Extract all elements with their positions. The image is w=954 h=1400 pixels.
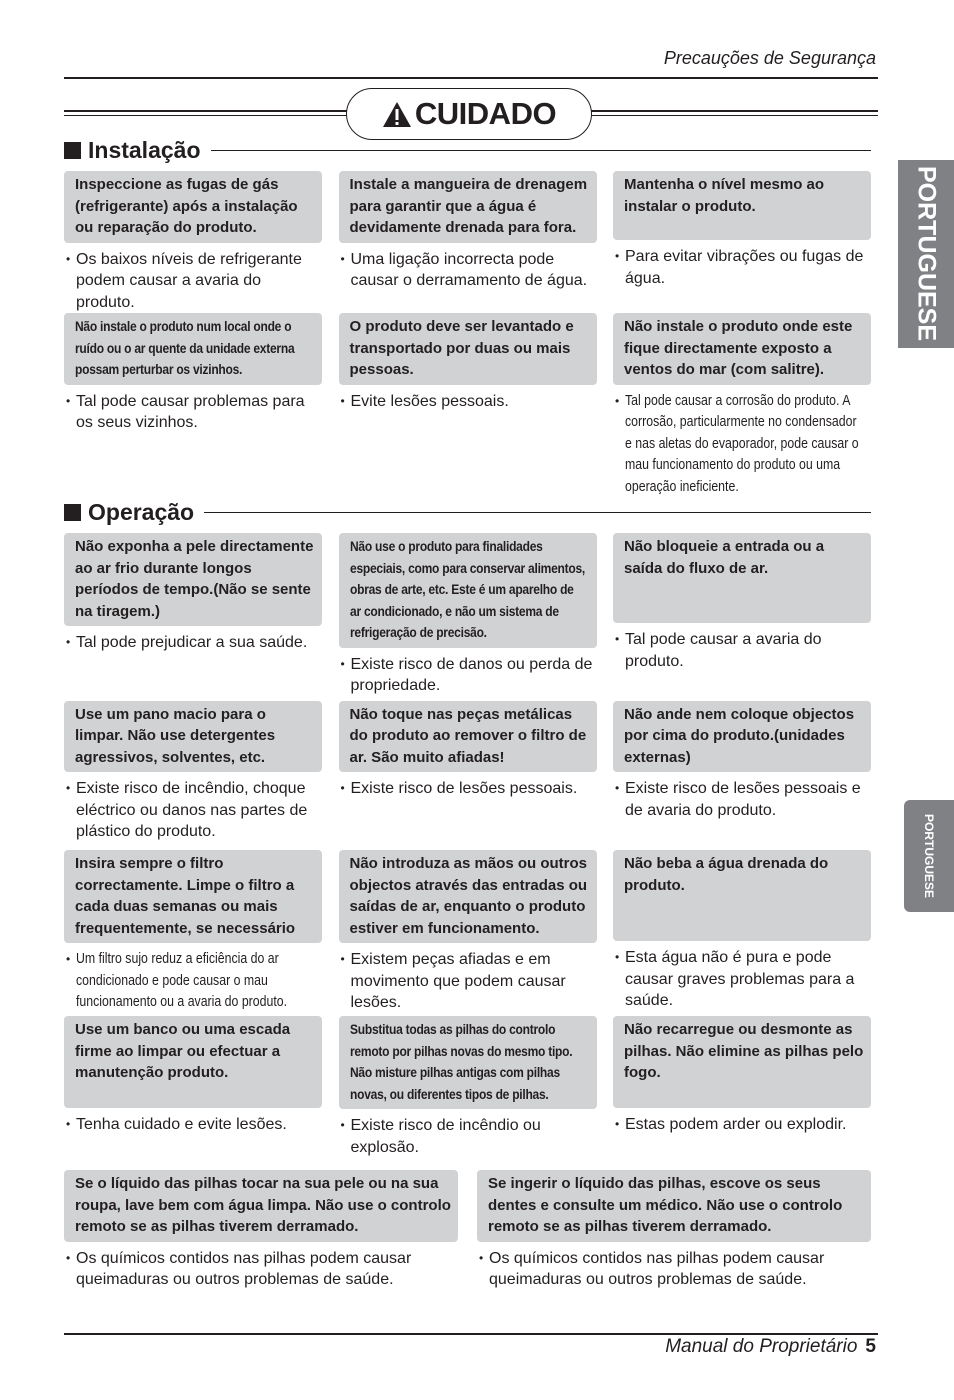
caution-note <box>64 949 322 1016</box>
caution-note <box>64 391 322 493</box>
caution-text: Insira sempre o filtro correctamente. Limpe o filtro a cada duas semanas ou mais frequentemente, se necessário <box>75 855 296 937</box>
caution-item <box>64 313 322 498</box>
caution-text: Não recarregue ou desmonte as pilhas. Não elimine as pilhas pelo fogo. <box>624 1021 864 1081</box>
caution-text: Substitua todas as pilhas do controlo remoto por pilhas novas do mesmo tipo. Não misture pilhas antigas com pilhas novas, ou diferentes tipos de pilhas. <box>349 1021 572 1102</box>
manual-title: Manual do Proprietário <box>665 1336 858 1357</box>
caution-item <box>613 701 871 851</box>
note-text: Esta água não é pura e pode causar graves problemas para a saúde. <box>625 949 855 1009</box>
caution-note <box>64 632 322 679</box>
caution-row <box>64 1170 871 1291</box>
caution-item <box>64 1170 458 1291</box>
caution-text: Não ande nem coloque objectos por cima do produto.(unidades externas) <box>624 705 855 766</box>
footer-rule <box>64 1333 878 1335</box>
caution-item <box>613 171 871 313</box>
note-text: Estas podem arder ou explodir. <box>625 1116 847 1133</box>
warning-triangle-icon <box>382 101 412 128</box>
caution-text: Use um banco ou uma escada firme ao limpar ou efectuar a manutenção produto. <box>75 1021 291 1081</box>
caution-box <box>339 533 597 648</box>
caution-item <box>613 1016 871 1170</box>
caution-text: Use um pano macio para o limpar. Não use detergentes agressivos, solventes, etc. <box>75 705 276 766</box>
caution-row <box>64 701 871 851</box>
banner-rule-left <box>64 110 348 116</box>
caution-item <box>64 171 322 313</box>
caution-box <box>339 1016 597 1109</box>
note-text: Existe risco de lesões pessoais. <box>350 780 578 797</box>
caution-item <box>339 701 597 851</box>
caution-text: Se ingerir o líquido das pilhas, escove os seus dentes e consulte um médico. Não use o controlo remoto se as pilhas tiverem derramado. <box>488 1175 843 1235</box>
caution-item <box>339 171 597 313</box>
caution-note <box>613 391 871 499</box>
heading-text: Operação <box>88 498 195 525</box>
caution-text: Não instale o produto num local onde o ruído ou o ar quente da unidade externa possam perturbar os vizinhos. <box>75 318 295 377</box>
caution-item <box>339 850 597 1016</box>
caution-box <box>613 533 871 623</box>
caution-box <box>613 171 871 240</box>
note-text: Evite lesões pessoais. <box>350 392 509 410</box>
section-rule <box>204 512 871 513</box>
caution-item <box>64 850 322 1016</box>
caution-row <box>64 850 871 1016</box>
page-number: 5 <box>865 1336 876 1357</box>
caution-note <box>64 249 322 314</box>
note-text: Existe risco de incêndio ou explosão. <box>350 1117 541 1156</box>
language-tab-small: PORTUGUESE <box>904 800 954 912</box>
caution-text: Não introduza as mãos ou outros objectos através das entradas ou saídas de ar, enquanto o produto estiver em funcionamento. <box>349 855 588 937</box>
caution-text: Não toque nas peças metálicas do produto ao remover o filtro de ar. São muito afiadas! <box>349 705 587 766</box>
caution-text: Instale a mangueira de drenagem para garantir que a água é devidamente drenada para fora. <box>349 176 588 236</box>
language-tab-large: PORTUGUESE <box>898 160 954 348</box>
caution-row <box>64 171 871 313</box>
caution-text: Se o líquido das pilhas tocar na sua pele ou na sua roupa, lave bem com água limpa. Não use o controlo remoto se as pilhas tiverem derramado. <box>75 1175 451 1235</box>
caution-text: Não instale o produto onde este fique directamente exposto a ventos do mar (com salitre). <box>624 318 853 378</box>
running-header: Precauções de Segurança <box>663 48 876 68</box>
caution-note <box>339 391 597 493</box>
caution-note <box>613 629 871 676</box>
caution-text: O produto deve ser levantado e transportado por duas ou mais pessoas. <box>349 318 574 378</box>
note-text: Tal pode causar a avaria do produto. <box>625 631 822 670</box>
caution-box <box>339 701 597 773</box>
caution-box <box>613 701 871 773</box>
caution-box <box>64 1016 322 1108</box>
caution-note <box>339 778 597 850</box>
note-text: Para evitar vibrações ou fugas de água. <box>625 248 864 287</box>
note-text: Tenha cuidado e evite lesões. <box>76 1116 287 1133</box>
caution-note <box>477 1248 871 1291</box>
caution-note <box>339 949 597 1016</box>
note-text: Os químicos contidos nas pilhas podem causar queimaduras ou outros problemas de saúde. <box>489 1249 825 1288</box>
caution-box <box>477 1170 871 1242</box>
caution-item <box>613 533 871 701</box>
operation-items <box>64 533 871 1291</box>
caution-text: Não bloqueie a entrada ou a saída do fluxo de ar. <box>624 538 825 577</box>
caution-box <box>339 171 597 243</box>
caution-box <box>339 850 597 943</box>
section-heading-installation <box>64 136 871 164</box>
caution-box <box>613 850 871 941</box>
caution-note <box>64 778 322 850</box>
caution-note <box>339 654 597 701</box>
caution-note <box>613 246 871 297</box>
installation-items <box>64 171 871 498</box>
header-rule <box>64 77 878 79</box>
caution-text: Não beba a água drenada do produto. <box>624 855 829 894</box>
caution-box <box>64 850 322 943</box>
caution-row <box>64 1016 871 1170</box>
caution-item <box>339 1016 597 1170</box>
note-text: Existe risco de incêndio, choque eléctrico ou danos nas partes de plástico do produto. <box>76 780 308 840</box>
note-text: Os baixos níveis de refrigerante podem causar a avaria do produto. <box>76 250 302 311</box>
caution-note <box>64 1248 458 1291</box>
square-bullet-icon <box>64 504 81 521</box>
caution-item <box>339 313 597 498</box>
section-rule <box>211 150 872 151</box>
caution-item <box>64 1016 322 1170</box>
caution-note <box>339 249 597 300</box>
caution-box <box>64 533 322 626</box>
caution-box <box>64 701 322 773</box>
note-text: Tal pode prejudicar a sua saúde. <box>76 634 308 651</box>
note-text: Tal pode causar problemas para os seus vizinhos. <box>76 392 305 431</box>
banner-title: CUIDADO <box>414 96 557 131</box>
caution-box <box>613 1016 871 1108</box>
caution-item <box>339 533 597 701</box>
note-text: Existe risco de lesões pessoais e de avaria do produto. <box>625 780 861 819</box>
caution-box <box>64 171 322 243</box>
caution-item <box>613 313 871 498</box>
caution-item <box>64 533 322 701</box>
caution-item <box>613 850 871 1016</box>
square-bullet-icon <box>64 142 81 159</box>
caution-box <box>339 313 597 385</box>
banner-rule-right <box>588 110 878 116</box>
caution-row <box>64 313 871 498</box>
caution-text: Não exponha a pele directamente ao ar frio durante longos períodos de tempo.(Não se sente na tiragem.) <box>75 538 314 620</box>
footer <box>665 1336 876 1358</box>
caution-item <box>477 1170 871 1291</box>
caution-note <box>339 1115 597 1170</box>
note-text: Tal pode causar a corrosão do produto. A corrosão, particularmente no condensador e nas aletas do evaporador, pode causar o mau funcionamento do produto ou uma operação ineficiente. <box>625 392 859 495</box>
section-heading-operation <box>64 498 871 526</box>
caution-box <box>64 313 322 385</box>
caution-note <box>64 1114 322 1169</box>
content <box>64 136 871 1291</box>
note-text: Existem peças afiadas e em movimento que podem causar lesões. <box>350 951 566 1011</box>
note-text: Existe risco de danos ou perda de propriedade. <box>350 655 593 694</box>
caution-note <box>613 1114 871 1169</box>
caution-box <box>613 313 871 385</box>
caution-item <box>64 701 322 851</box>
note-text: Um filtro sujo reduz a eficiência do ar condicionado e pode causar o mau funcionamento ou a avaria do produto. <box>76 951 288 1010</box>
caution-row <box>64 533 871 701</box>
note-text: Os químicos contidos nas pilhas podem causar queimaduras ou outros problemas de saúde. <box>76 1249 412 1288</box>
caution-banner <box>346 88 592 140</box>
note-text: Uma ligação incorrecta pode causar o derramamento de água. <box>350 250 588 289</box>
caution-text: Inspeccione as fugas de gás (refrigerante) após a instalação ou reparação do produto. <box>75 176 298 236</box>
heading-text: Instalação <box>88 136 201 163</box>
caution-note <box>613 778 871 850</box>
caution-text: Não use o produto para finalidades especiais, como para conservar alimentos, obras de arte, etc. Este é um aparelho de ar condicionado, e não um sistema de refrigeração de precisão. <box>349 538 585 640</box>
caution-box <box>64 1170 458 1242</box>
caution-note <box>613 947 871 1014</box>
caution-text: Mantenha o nível mesmo ao instalar o produto. <box>624 176 825 215</box>
